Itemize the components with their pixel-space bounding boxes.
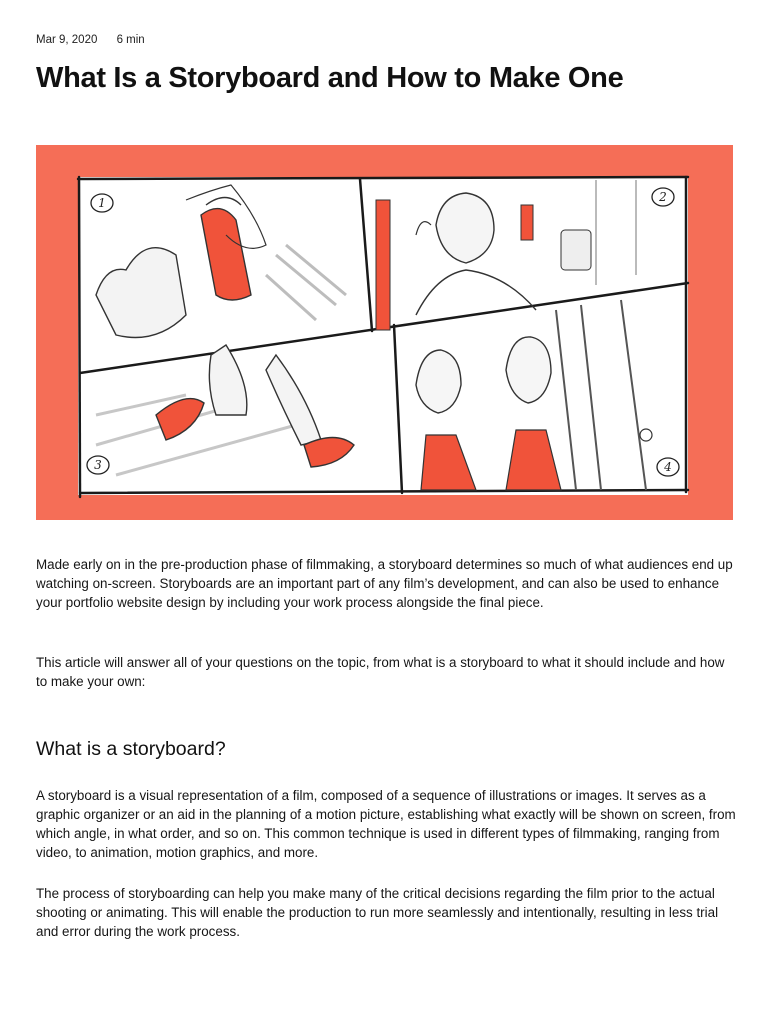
- section-heading: What is a storyboard?: [36, 738, 226, 760]
- panel-number-1: [91, 194, 113, 212]
- intro-paragraph-1: Made early on in the pre-production phase of filmmaking, a storyboard determines so much of what audiences end up watching on-screen. Storyboards are an important part of any film’s development, and can also be used to enhance your portfolio website design by including your work process alongside the final piece.: [36, 557, 733, 610]
- intro-paragraph-2: This article will answer all of your questions on the topic, from what is a storyboard to what it should include and how to make your own:: [36, 655, 725, 689]
- panel-number-2: [652, 188, 674, 206]
- article-title: What Is a Storyboard and How to Make One: [36, 62, 624, 94]
- section-paragraph-1: A storyboard is a visual representation of a film, composed of a sequence of illustrations or images. It serves as a graphic organizer or an aid in the planning of a motion picture, establishing what exactly will be shown on screen, from which angle, in what order, and so on. This common technique is used in different types of filmmaking, ranging from video, to animation, motion graphics, and more.: [36, 788, 736, 860]
- publish-date: Mar 9, 2020: [36, 34, 98, 46]
- storyboard-illustration: [36, 145, 733, 520]
- read-time: 6 min: [116, 34, 145, 46]
- svg-text:3: 3: [94, 458, 102, 472]
- storyboard-drawing: [36, 145, 733, 520]
- article-meta: [36, 34, 145, 46]
- svg-text:2: 2: [659, 190, 667, 204]
- section-paragraph-2: The process of storyboarding can help you make many of the critical decisions regarding the film prior to the actual shooting or animating. This will enable the production to run more seamlessly and intentionally, resulting in less trial and error during the work process.: [36, 886, 719, 939]
- panel-number-4: [657, 458, 679, 476]
- panel-number-3: [87, 456, 109, 474]
- svg-text:4: 4: [664, 460, 672, 474]
- svg-text:1: 1: [98, 196, 106, 210]
